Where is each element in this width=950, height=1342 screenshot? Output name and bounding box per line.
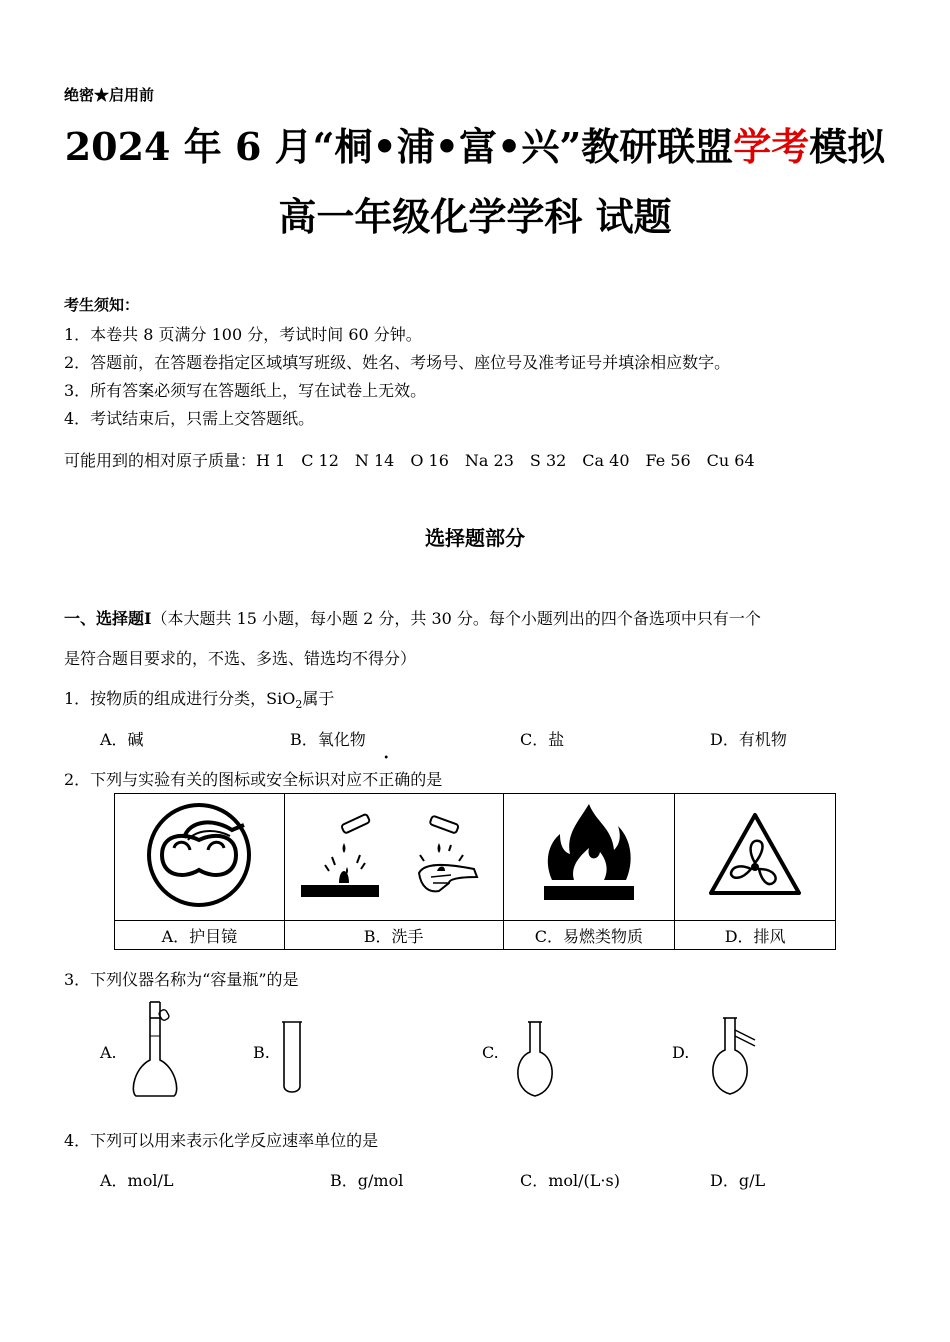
q3-option-d[interactable]: D. xyxy=(672,1043,690,1062)
exam-subtitle: 高一年级化学学科 试题 xyxy=(278,194,672,239)
q1-option-b[interactable]: B．氧化物 xyxy=(290,730,366,749)
q1-stem-post: 属于 xyxy=(302,689,335,708)
goggles-icon xyxy=(144,800,254,910)
secret-label: 绝密★启用前 xyxy=(64,86,155,104)
q3-option-c[interactable]: C. xyxy=(482,1043,499,1062)
goggles-cell xyxy=(115,794,285,921)
exam-title-part1: 2024 年 6 月“桐•浦•富•兴”教研联盟 xyxy=(64,124,734,169)
exam-title-red: 学考 xyxy=(733,124,810,169)
q1-option-a[interactable]: A．碱 xyxy=(100,730,144,749)
part-desc-line2: 是符合题目要求的，不选、多选、错选均不得分） xyxy=(64,649,417,668)
exam-title xyxy=(0,116,950,171)
atomic-masses: 可能用到的相对原子质量：H 1 C 12 N 14 O 16 Na 23 S 32 Ca 40 Fe 56 Cu 64 xyxy=(64,451,755,470)
flammable-cell xyxy=(503,794,675,921)
q1-option-d[interactable]: D．有机物 xyxy=(710,730,787,749)
notice-item: 3．所有答案必须写在答题纸上，写在试卷上无效。 xyxy=(64,381,427,400)
flame-icon xyxy=(534,800,644,910)
notice-item: 2．答题前，在答题卷指定区域填写班级、姓名、考场号、座位号及准考证号并填涂相应数字。 xyxy=(64,353,731,372)
ventilation-cell xyxy=(675,794,836,921)
part-label: 一、选择题Ⅰ xyxy=(64,609,152,628)
flammable-caption[interactable]: C．易燃类物质 xyxy=(503,921,675,950)
q2-stem-post: 的是 xyxy=(410,770,443,789)
q3-option-a[interactable]: A. xyxy=(100,1043,117,1062)
notice-item: 1．本卷共 8 页满分 100 分，考试时间 60 分钟。 xyxy=(64,325,422,344)
notice-heading: 考生须知： xyxy=(64,296,140,314)
wash-hands-caption[interactable]: B．洗手 xyxy=(284,921,503,950)
q2-emph-text: 不正确 xyxy=(362,770,411,789)
q4-option-c[interactable]: C．mol/(L·s) xyxy=(520,1171,620,1190)
part-desc-line1: （本大题共 15 小题，每小题 2 分，共 30 分。每个小题列出的四个备选项中只有一个 xyxy=(151,609,761,628)
q3-option-b[interactable]: B. xyxy=(253,1043,270,1062)
safety-icon-table xyxy=(114,793,836,950)
part-heading xyxy=(64,606,761,629)
q2-stem-pre: 2．下列与实验有关的图标或安全标识对应 xyxy=(64,770,363,789)
notice-item: 4．考试结束后，只需上交答题纸。 xyxy=(64,409,315,428)
question-2-stem xyxy=(64,767,442,790)
ventilation-caption[interactable]: D．排风 xyxy=(675,921,836,950)
round-flask-icon xyxy=(510,1020,560,1100)
question-3-stem: 3．下列仪器名称为“容量瓶”的是 xyxy=(64,970,299,989)
q1-stem-sub: 2 xyxy=(295,698,303,712)
fan-icon xyxy=(705,809,805,901)
test-tube-icon xyxy=(280,1020,304,1096)
q1-stem-pre: 1．按物质的组成进行分类，SiO xyxy=(64,689,296,708)
question-4-stem: 4．下列可以用来表示化学反应速率单位的是 xyxy=(64,1131,379,1150)
volumetric-flask-icon xyxy=(126,1000,186,1100)
goggles-caption[interactable]: A．护目镜 xyxy=(115,921,285,950)
section-title: 选择题部分 xyxy=(425,526,525,550)
corrosive-icon xyxy=(299,805,489,905)
q2-emph xyxy=(362,767,410,790)
q4-option-d[interactable]: D．g/L xyxy=(710,1171,766,1190)
question-1-stem xyxy=(64,686,334,711)
wash-hands-cell xyxy=(284,794,503,921)
exam-title-part2: 模拟 xyxy=(809,124,886,169)
q1-option-c[interactable]: C．盐 xyxy=(520,730,565,749)
distilling-flask-icon xyxy=(705,1016,761,1096)
q4-option-b[interactable]: B．g/mol xyxy=(330,1171,404,1190)
q4-option-a[interactable]: A．mol/L xyxy=(100,1171,174,1190)
